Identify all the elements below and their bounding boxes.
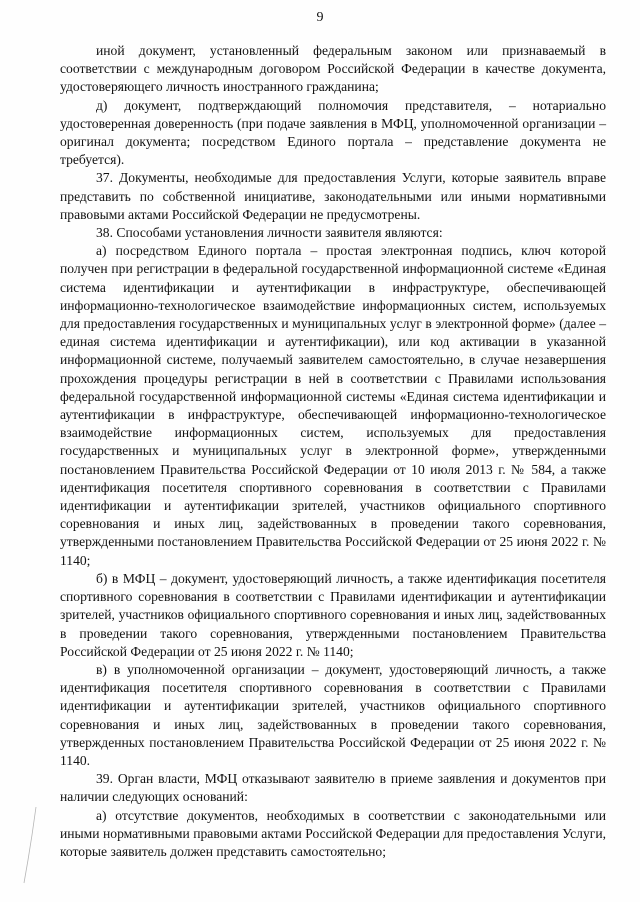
document-body bbox=[60, 42, 606, 861]
page-number: 9 bbox=[316, 10, 324, 25]
paragraph-37: 37. Документы, необходимые для предоставления Услуги, которые заявитель вправе представить по собственной инициативе, законодательными или иными нормативными правовыми актами Российской Федерации не предусмотрены. bbox=[60, 170, 606, 222]
paragraph-38: 38. Способами установления личности заявителя являются: bbox=[96, 225, 443, 241]
paragraph-39: 39. Орган власти, МФЦ отказывают заявителю в приеме заявления и документов при наличии следующих оснований: bbox=[60, 771, 606, 805]
scan-edge-mark bbox=[20, 805, 40, 885]
paragraph-foreign-id: иной документ, установленный федеральным законом или признаваемый в соответствии с международным договором Российской Федерации в качестве документа, удостоверяющего личность иностранного гражданина; bbox=[60, 43, 606, 95]
paragraph-38-a: а) посредством Единого портала – простая электронная подпись, ключ которой получен при регистрации в федеральной государственной информационной системе «Единая система идентификации и аутентификации в инфраструктуре, обеспечивающей информационно-технологическое взаимодействие информационных систем, используемых для предоставления государственных и муниципальных услуг в электронной форме» (далее – единая система идентификации и аутентификации), или код активации в указанной информационной системе, получаемый заявителем самостоятельно, в случае незавершения прохождения процедуры регистрации в ней в соответствии с Правилами использования федеральной государственной информационной системы «Единая система идентификации и аутентификации в инфраструктуре, обеспечивающей информационно-технологическое взаимодействие информационных систем, используемых для предоставления государственных и муниципальных услуг в электронной форме», утвержденными постановлением Правительства Российской Федерации от 10 июля 2013 г. № 584, а также идентификация посетителя спортивного соревнования в соответствии с Правилами идентификации и аутентификации зрителей, участников официального спортивного соревнования и иных лиц, задействованных в проведении такого соревнования, утвержденными постановлением Правительства Российской Федерации от 25 июня 2022 г. № 1140; bbox=[60, 243, 606, 568]
paragraph-38-v: в) в уполномоченной организации – документ, удостоверяющий личность, а также идентификация посетителя спортивного соревнования в соответствии с Правилами идентификации и аутентификации зрителей, участников официального спортивного соревнования и иных лиц, задействованных в проведении такого соревнования, утвержденных постановлением Правительства Российской Федерации от 25 июня 2022 г. № 1140. bbox=[60, 661, 606, 768]
paragraph-38-b: б) в МФЦ – документ, удостоверяющий личность, а также идентификация посетителя спортивного соревнования в соответствии с Правилами идентификации и аутентификации зрителей, участников официального спортивного соревнования и иных лиц, задействованных в проведении такого соревнования, утвержденными постановлением Правительства Российской Федерации от 25 июня 2022 г. № 1140; bbox=[60, 570, 606, 659]
paragraph-d-representative: д) документ, подтверждающий полномочия представителя, – нотариально удостоверенная доверенность (при подаче заявления в МФЦ, уполномоченной организации – оригинал документа; посредством Единого портала – представление документа не требуется). bbox=[60, 97, 606, 168]
paragraph-39-a: а) отсутствие документов, необходимых в соответствии с законодательными или иными нормативными правовыми актами Российской Федерации для предоставления Услуги, которые заявитель должен представить самостоятельно; bbox=[60, 807, 606, 859]
